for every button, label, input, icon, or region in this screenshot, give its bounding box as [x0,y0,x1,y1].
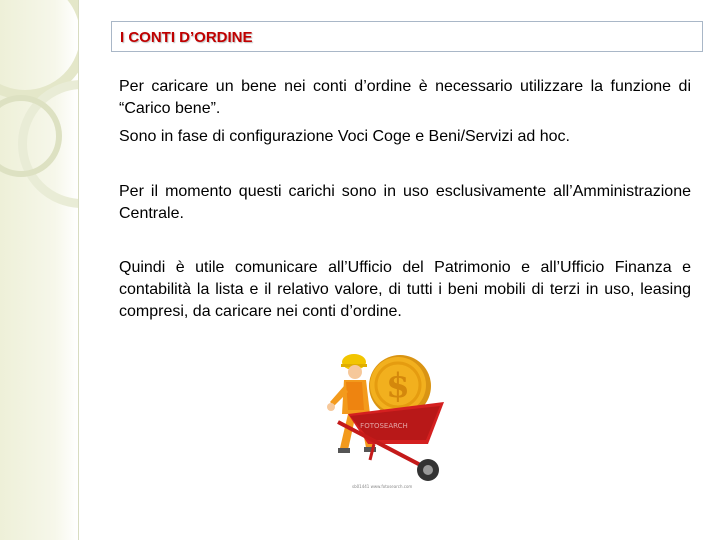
watermark-text: FOTOSEARCH [360,422,408,430]
decorative-side-strip [0,0,79,540]
wheelbarrow-icon [338,402,444,481]
image-caption: sb01441 www.fotosearch.com [352,484,413,489]
slide-title: I CONTI D’ORDINE [120,29,253,46]
svg-text:$: $ [386,366,410,406]
slide-title-box [111,21,703,52]
paragraph-carico-bene: Per caricare un bene nei conti d’ordine è necessario utilizzare la funzione di “Carico bene”. [119,78,691,117]
paragraph-comunicare: Quindi è utile comunicare all’Ufficio del Patrimonio e all’Ufficio Finanza e contabilità la lista e il relativo valore, di tutti i beni mobili di terzi in uso, leasing compresi, da caricare nei conti d’ordine. [119,259,691,320]
paragraph-configurazione: Sono in fase di configurazione Voci Coge e Beni/Servizi ad hoc. [119,128,570,145]
worker-wheelbarrow-coin-image [318,352,450,497]
paragraph-amministrazione: Per il momento questi carichi sono in uso esclusivamente all’Amministrazione Centrale. [119,183,691,222]
